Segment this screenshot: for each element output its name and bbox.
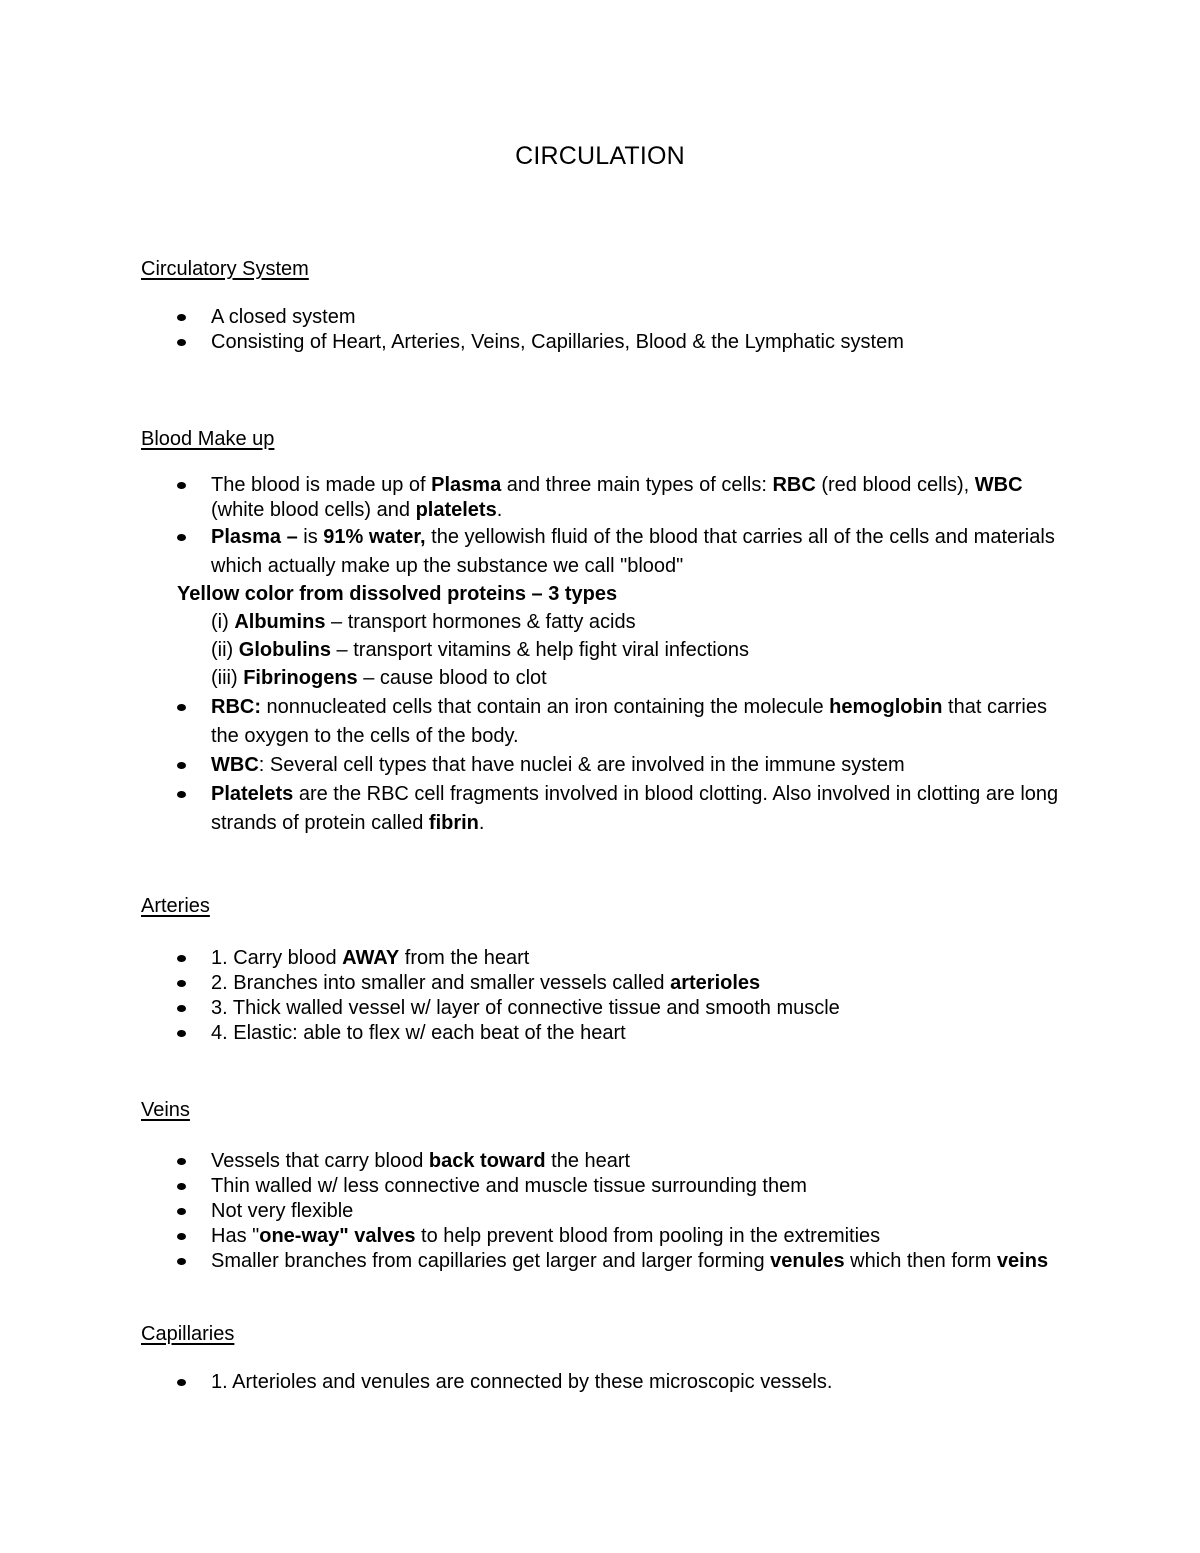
protein-item: (ii) Globulins – transport vitamins & help fight viral infections	[211, 639, 749, 661]
bullet-icon	[177, 1183, 186, 1190]
list-item: 1. Carry blood AWAY from the heart	[0, 946, 1071, 971]
bullet-icon	[177, 314, 186, 321]
list-item: Thin walled w/ less connective and muscle tissue surrounding them	[0, 1174, 1071, 1199]
bullet-icon	[177, 762, 186, 769]
yellow-color-subheading: Yellow color from dissolved proteins – 3 types	[177, 583, 618, 605]
capillaries-list	[0, 1370, 1200, 1395]
list-item: Vessels that carry blood back toward the heart	[0, 1149, 1071, 1174]
bullet-icon	[177, 791, 186, 798]
blood-list-a	[0, 473, 1200, 581]
list-item: 2. Branches into smaller and smaller vessels called arterioles	[0, 971, 1071, 996]
list-item: Consisting of Heart, Arteries, Veins, Capillaries, Blood & the Lymphatic system	[0, 330, 1071, 355]
list-item: 1. Arterioles and venules are connected by these microscopic vessels.	[0, 1370, 1071, 1395]
protein-item: (i) Albumins – transport hormones & fatty acids	[211, 611, 636, 633]
bullet-icon	[177, 1030, 186, 1037]
bullet-icon	[177, 1258, 186, 1265]
list-item: Platelets are the RBC cell fragments involved in blood clotting. Also involved in clotting are long strands of protein called fibrin.	[0, 780, 1071, 838]
list-item: Not very flexible	[0, 1199, 1071, 1224]
section-heading-circulatory-system: Circulatory System	[141, 258, 309, 280]
bullet-icon	[177, 1233, 186, 1240]
list-item: RBC: nonnucleated cells that contain an iron containing the molecule hemoglobin that carries the oxygen to the cells of the body.	[0, 693, 1071, 751]
section-heading-capillaries: Capillaries	[141, 1323, 235, 1345]
bullet-icon	[177, 534, 186, 541]
list-item: 4. Elastic: able to flex w/ each beat of the heart	[0, 1021, 1071, 1046]
bullet-icon	[177, 1005, 186, 1012]
bullet-icon	[177, 980, 186, 987]
list-item: 3. Thick walled vessel w/ layer of connective tissue and smooth muscle	[0, 996, 1071, 1021]
list-item: Plasma – is 91% water, the yellowish fluid of the blood that carries all of the cells and materials which actually make up the substance we call "blood"	[0, 523, 1071, 581]
bullet-icon	[177, 955, 186, 962]
section-heading-blood-make-up: Blood Make up	[141, 428, 275, 450]
bullet-icon	[177, 704, 186, 711]
list-item: Smaller branches from capillaries get larger and larger forming venules which then form veins	[0, 1249, 1071, 1274]
arteries-list	[0, 946, 1200, 1046]
list-item: Has "one-way" valves to help prevent blood from pooling in the extremities	[0, 1224, 1071, 1249]
bullet-icon	[177, 482, 186, 489]
section-heading-arteries: Arteries	[141, 895, 210, 917]
section-heading-veins: Veins	[141, 1099, 190, 1121]
page-title: CIRCULATION	[515, 142, 685, 170]
list-item: WBC: Several cell types that have nuclei & are involved in the immune system	[0, 751, 1071, 780]
bullet-icon	[177, 1379, 186, 1386]
bullet-icon	[177, 1208, 186, 1215]
list-item: The blood is made up of Plasma and three main types of cells: RBC (red blood cells), WBC (white blood cells) and platelets.	[0, 473, 1071, 523]
circulatory-list	[0, 305, 1200, 355]
bullet-icon	[177, 339, 186, 346]
list-item: A closed system	[0, 305, 1071, 330]
blood-list-b	[0, 693, 1200, 838]
protein-item: (iii) Fibrinogens – cause blood to clot	[211, 667, 547, 689]
veins-list	[0, 1149, 1200, 1274]
bullet-icon	[177, 1158, 186, 1165]
